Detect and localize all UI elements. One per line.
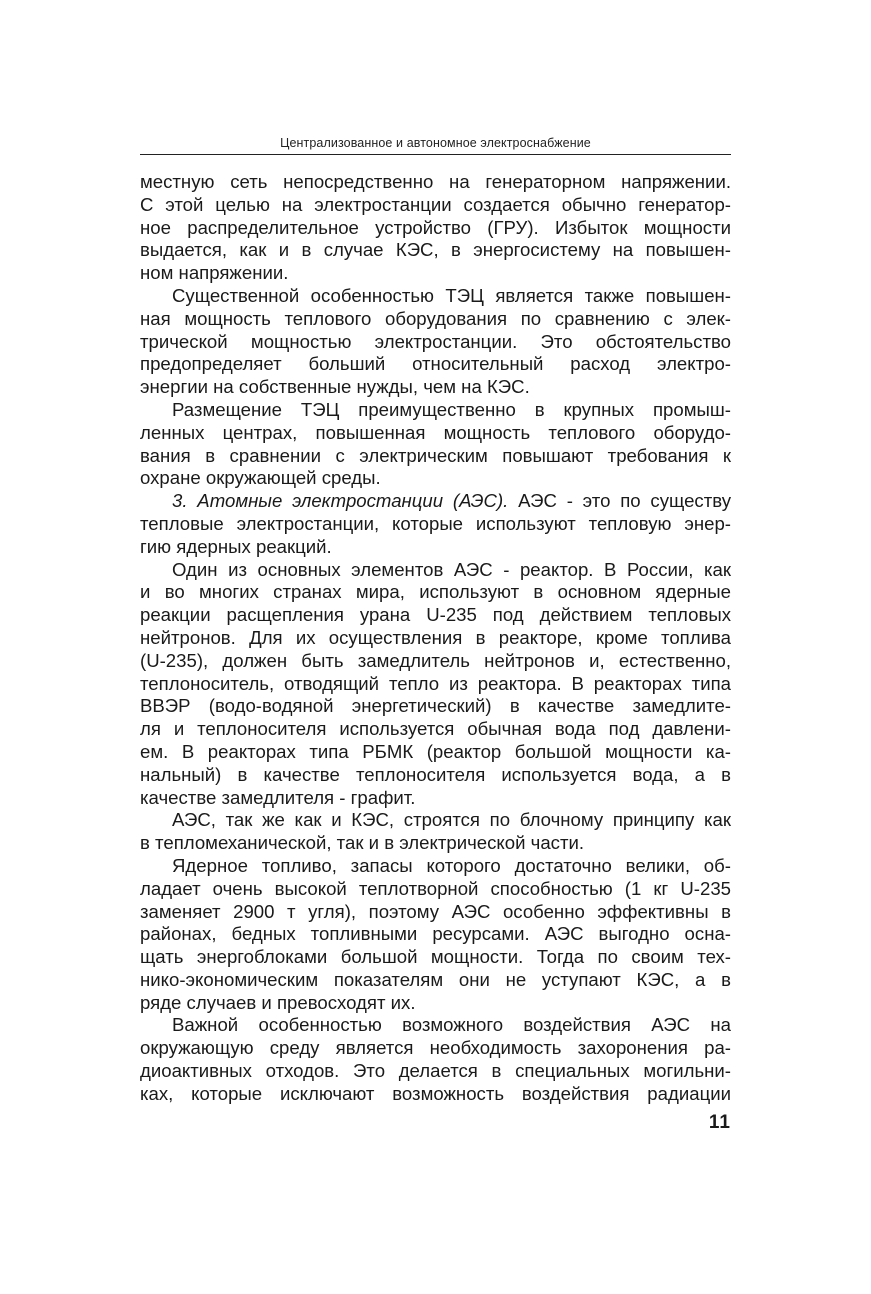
text-line: ном напряжении. bbox=[140, 262, 289, 284]
text-line: районах, бедных топливными ресурсами. АЭС выгодно осна- bbox=[140, 923, 731, 945]
page-number: 11 bbox=[708, 1112, 731, 1133]
section-heading-line bbox=[140, 490, 731, 513]
text-line: диоактивных отходов. Это делается в специальных могильни- bbox=[140, 1060, 731, 1082]
text-line: АЭС, так же как и КЭС, строятся по блочному принципу как bbox=[172, 809, 731, 831]
section-heading: 3. Атомные электростанции (АЭС). bbox=[172, 490, 509, 512]
text-line: ем. В реакторах типа РБМК (реактор большой мощности ка- bbox=[140, 740, 731, 762]
text-line: Существенной особенностью ТЭЦ является также повышен- bbox=[172, 284, 731, 306]
text-line: выдается, как и в случае КЭС, в энергосистему на повышен- bbox=[140, 239, 731, 261]
text-line: качестве замедлителя - графит. bbox=[140, 786, 416, 808]
text-line: окружающую среду является необходимость захоронения ра- bbox=[140, 1037, 731, 1059]
text-line: теплоноситель, отводящий тепло из реактора. В реакторах типа bbox=[140, 672, 731, 694]
text-line: охране окружающей среды. bbox=[140, 467, 381, 489]
text-line: нальный) в качестве теплоносителя используется вода, а в bbox=[140, 763, 731, 785]
running-title: Централизованное и автономное электроснабжение bbox=[280, 136, 591, 150]
text-line: и во многих странах мира, используют в основном ядерные bbox=[140, 581, 731, 603]
text-line: С этой целью на электростанции создается обычно генератор- bbox=[140, 193, 731, 215]
text-line: заменяет 2900 т угля), поэтому АЭС особенно эффективны в bbox=[140, 900, 731, 922]
text-line: тепловые электростанции, которые используют тепловую энер- bbox=[140, 512, 731, 534]
text-line: ная мощность теплового оборудования по сравнению с элек- bbox=[140, 307, 731, 329]
header-divider bbox=[140, 154, 731, 155]
text-line: ля и теплоносителя используется обычная вода под давлени- bbox=[140, 718, 731, 740]
text-line: нейтронов. Для их осуществления в реакторе, кроме топлива bbox=[140, 626, 731, 648]
text-line: АЭС - это по существу bbox=[518, 490, 731, 512]
text-line: щать энергоблоками большой мощности. Тогда по своим тех- bbox=[140, 946, 731, 968]
text-line: Один из основных элементов АЭС - реактор. В России, как bbox=[172, 558, 731, 580]
text-line: Ядерное топливо, запасы которого достаточно велики, об- bbox=[172, 854, 731, 876]
text-line: в тепломеханической, так и в электрической части. bbox=[140, 832, 585, 854]
text-line: (U-235), должен быть замедлитель нейтронов и, естественно, bbox=[140, 649, 731, 671]
text-line: энергии на собственные нужды, чем на КЭС. bbox=[140, 376, 530, 398]
text-line: Размещение ТЭЦ преимущественно в крупных промыш- bbox=[172, 398, 731, 420]
text-line: ряде случаев и превосходят их. bbox=[140, 991, 416, 1013]
text-line: ное распределительное устройство (ГРУ). Избыток мощности bbox=[140, 216, 731, 238]
text-line: Важной особенностью возможного воздействия АЭС на bbox=[172, 1014, 731, 1036]
text-line: ладает очень высокой теплотворной способностью (1 кг U-235 bbox=[140, 877, 731, 899]
text-line: ленных центрах, повышенная мощность теплового оборудо- bbox=[140, 421, 731, 443]
text-line: предопределяет больший относительный расход электро- bbox=[140, 353, 731, 375]
text-line: ках, которые исключают возможность воздействия радиации bbox=[140, 1082, 731, 1104]
text-line: вания в сравнении с электрическим повышают требования к bbox=[140, 444, 731, 466]
text-line: реакции расщепления урана U-235 под действием тепловых bbox=[140, 604, 731, 626]
text-line: местную сеть непосредственно на генераторном напряжении. bbox=[140, 171, 731, 192]
text-line: гию ядерных реакций. bbox=[140, 535, 332, 557]
body-text bbox=[140, 171, 731, 1106]
text-line: ВВЭР (водо-водяной энергетический) в качестве замедлите- bbox=[140, 695, 731, 717]
text-line: нико-экономическим показателям они не уступают КЭС, а в bbox=[140, 968, 731, 990]
text-line: трической мощностью электростанции. Это обстоятельство bbox=[140, 330, 731, 352]
